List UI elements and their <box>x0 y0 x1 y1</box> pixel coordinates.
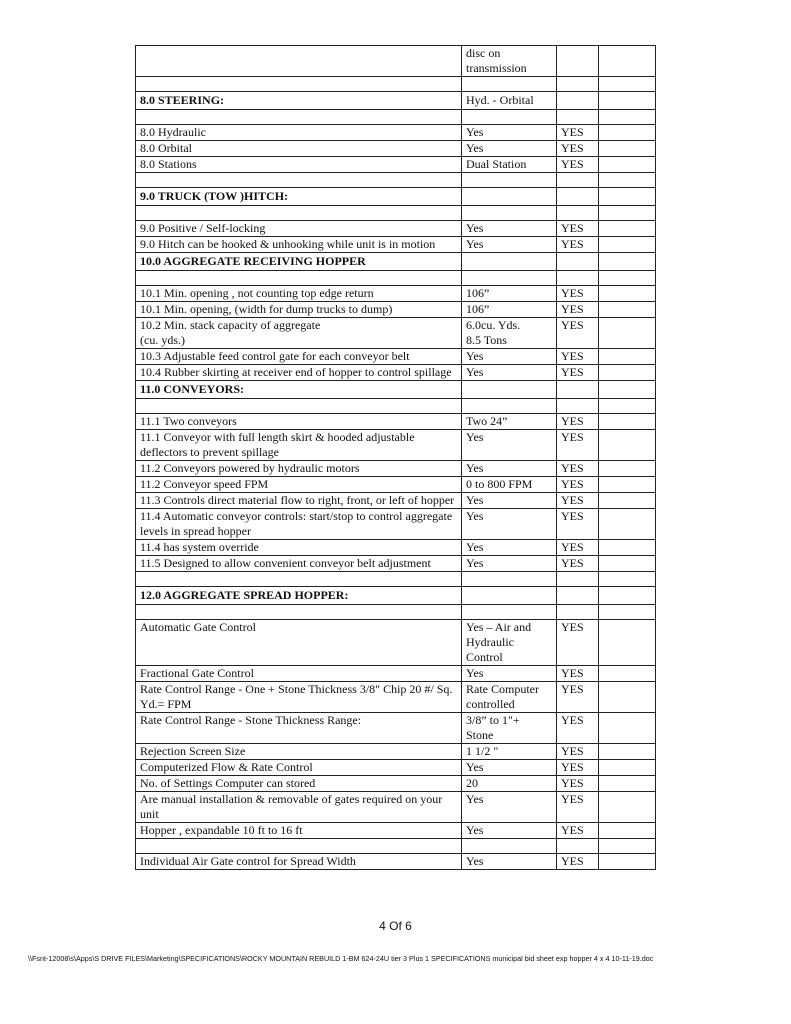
compliance-cell: YES <box>557 776 599 792</box>
spec-value-cell: Yes <box>462 509 557 540</box>
compliance-cell <box>557 46 599 77</box>
spacer-cell <box>462 173 557 188</box>
spec-row <box>136 556 656 572</box>
spacer-cell <box>462 572 557 587</box>
spec-item-cell: Rejection Screen Size <box>136 744 462 760</box>
spec-row <box>136 286 656 302</box>
page-number: 4 Of 6 <box>379 919 412 933</box>
spec-row <box>136 620 656 666</box>
spec-row <box>136 682 656 713</box>
compliance-cell: YES <box>557 540 599 556</box>
spec-value-cell: 0 to 800 FPM <box>462 477 557 493</box>
spec-item-cell: 9.0 Positive / Self-locking <box>136 221 462 237</box>
remarks-cell <box>599 744 656 760</box>
remarks-cell <box>599 92 656 110</box>
remarks-cell <box>599 302 656 318</box>
spacer-cell <box>599 839 656 854</box>
spacer-cell <box>557 110 599 125</box>
remarks-cell <box>599 46 656 77</box>
spacer-cell <box>557 173 599 188</box>
compliance-cell: YES <box>557 666 599 682</box>
compliance-cell: YES <box>557 823 599 839</box>
compliance-cell: YES <box>557 792 599 823</box>
spec-row <box>136 493 656 509</box>
spec-item-cell: 11.2 Conveyors powered by hydraulic motors <box>136 461 462 477</box>
spec-row <box>136 666 656 682</box>
compliance-cell: YES <box>557 744 599 760</box>
compliance-cell: YES <box>557 760 599 776</box>
spec-value-cell: disc on transmission <box>462 46 557 77</box>
section-heading-row <box>136 253 656 271</box>
remarks-cell <box>599 509 656 540</box>
compliance-cell <box>557 587 599 605</box>
compliance-cell <box>557 188 599 206</box>
spacer-cell <box>557 572 599 587</box>
compliance-cell: YES <box>557 620 599 666</box>
remarks-cell <box>599 286 656 302</box>
spec-row <box>136 823 656 839</box>
footer-file-path: \\Fsnt-12008\s\Apps\S DRIVE FILES\Marketing\SPECIFICATIONS\ROCKY MOUNTAIN REBUILD 1-BM 624-24U tier 3 Plus 1 SPECIFICATIONS municipal bid sheet exp hopper 4 x 4 10-11-19.doc <box>28 954 654 963</box>
section-heading: 12.0 AGGREGATE SPREAD HOPPER: <box>136 587 462 605</box>
spec-row <box>136 141 656 157</box>
spec-item-cell: 9.0 Hitch can be hooked & unhooking while unit is in motion <box>136 237 462 253</box>
spec-value-cell: Yes <box>462 666 557 682</box>
spec-value-cell: Yes <box>462 854 557 870</box>
spec-value-cell: 6.0cu. Yds. 8.5 Tons <box>462 318 557 349</box>
spec-value-cell: 3/8” to 1"+ Stone <box>462 713 557 744</box>
spacer-cell <box>136 572 462 587</box>
spacer-cell <box>136 77 462 92</box>
section-heading: 11.0 CONVEYORS: <box>136 381 462 399</box>
spec-row <box>136 776 656 792</box>
spec-item-cell: 10.2 Min. stack capacity of aggregate (cu. yds.) <box>136 318 462 349</box>
spec-item-cell: 11.5 Designed to allow convenient conveyor belt adjustment <box>136 556 462 572</box>
spec-row <box>136 540 656 556</box>
compliance-cell: YES <box>557 854 599 870</box>
remarks-cell <box>599 237 656 253</box>
compliance-cell: YES <box>557 286 599 302</box>
spacer-row <box>136 271 656 286</box>
spacer-cell <box>599 173 656 188</box>
section-heading: 8.0 STEERING: <box>136 92 462 110</box>
spec-value-cell: Yes <box>462 365 557 381</box>
spec-row <box>136 318 656 349</box>
spec-value-cell: Yes <box>462 125 557 141</box>
spec-value-cell: Rate Computer controlled <box>462 682 557 713</box>
spec-value-cell <box>462 188 557 206</box>
spec-row <box>136 365 656 381</box>
spacer-cell <box>599 399 656 414</box>
spec-row <box>136 477 656 493</box>
remarks-cell <box>599 253 656 271</box>
remarks-cell <box>599 556 656 572</box>
spec-item-cell: 8.0 Hydraulic <box>136 125 462 141</box>
spec-value-cell <box>462 253 557 271</box>
spec-value-cell: Yes – Air and Hydraulic Control <box>462 620 557 666</box>
spacer-cell <box>462 271 557 286</box>
spec-value-cell: 1 1/2 " <box>462 744 557 760</box>
spacer-cell <box>599 271 656 286</box>
spacer-row <box>136 399 656 414</box>
spec-value-cell <box>462 587 557 605</box>
section-heading: 9.0 TRUCK (TOW )HITCH: <box>136 188 462 206</box>
remarks-cell <box>599 587 656 605</box>
spacer-cell <box>599 110 656 125</box>
spacer-cell <box>136 605 462 620</box>
spacer-row <box>136 572 656 587</box>
remarks-cell <box>599 141 656 157</box>
compliance-cell: YES <box>557 493 599 509</box>
remarks-cell <box>599 414 656 430</box>
remarks-cell <box>599 682 656 713</box>
spec-value-cell: Yes <box>462 760 557 776</box>
spec-value-cell: Yes <box>462 792 557 823</box>
compliance-cell: YES <box>557 430 599 461</box>
remarks-cell <box>599 157 656 173</box>
compliance-cell: YES <box>557 237 599 253</box>
spec-value-cell: 106” <box>462 302 557 318</box>
remarks-cell <box>599 620 656 666</box>
remarks-cell <box>599 430 656 461</box>
spec-item-cell: 10.4 Rubber skirting at receiver end of hopper to control spillage <box>136 365 462 381</box>
remarks-cell <box>599 493 656 509</box>
spec-value-cell: 20 <box>462 776 557 792</box>
spec-item-cell: Rate Control Range - Stone Thickness Range: <box>136 713 462 744</box>
spec-value-cell: Yes <box>462 430 557 461</box>
remarks-cell <box>599 854 656 870</box>
spec-value-cell: Yes <box>462 461 557 477</box>
remarks-cell <box>599 461 656 477</box>
spacer-cell <box>557 839 599 854</box>
spec-item-cell: 8.0 Stations <box>136 157 462 173</box>
compliance-cell: YES <box>557 302 599 318</box>
remarks-cell <box>599 477 656 493</box>
spacer-cell <box>136 839 462 854</box>
spacer-row <box>136 605 656 620</box>
spec-item-cell: Computerized Flow & Rate Control <box>136 760 462 776</box>
spec-row <box>136 430 656 461</box>
spec-item-cell: 10.1 Min. opening, (width for dump trucks to dump) <box>136 302 462 318</box>
spacer-cell <box>136 206 462 221</box>
spec-row <box>136 744 656 760</box>
section-heading-row <box>136 92 656 110</box>
spacer-row <box>136 110 656 125</box>
remarks-cell <box>599 540 656 556</box>
spec-value-cell: 106” <box>462 286 557 302</box>
spec-table-body <box>136 46 656 870</box>
remarks-cell <box>599 221 656 237</box>
spacer-cell <box>462 839 557 854</box>
compliance-cell: YES <box>557 477 599 493</box>
spec-row <box>136 760 656 776</box>
spec-value-cell: Yes <box>462 823 557 839</box>
compliance-cell: YES <box>557 713 599 744</box>
spec-row <box>136 237 656 253</box>
spec-value-cell: Yes <box>462 493 557 509</box>
spacer-cell <box>136 271 462 286</box>
spec-value-cell: Yes <box>462 556 557 572</box>
spacer-cell <box>136 399 462 414</box>
remarks-cell <box>599 776 656 792</box>
spec-item-cell: 10.3 Adjustable feed control gate for each conveyor belt <box>136 349 462 365</box>
spacer-cell <box>136 173 462 188</box>
remarks-cell <box>599 365 656 381</box>
remarks-cell <box>599 125 656 141</box>
compliance-cell: YES <box>557 556 599 572</box>
spacer-cell <box>599 206 656 221</box>
spec-row <box>136 854 656 870</box>
spec-row <box>136 414 656 430</box>
spacer-row <box>136 206 656 221</box>
compliance-cell: YES <box>557 509 599 540</box>
section-heading: 10.0 AGGREGATE RECEIVING HOPPER <box>136 253 462 271</box>
spec-value-cell: Dual Station <box>462 157 557 173</box>
compliance-cell: YES <box>557 141 599 157</box>
remarks-cell <box>599 760 656 776</box>
spec-item-cell: Are manual installation & removable of gates required on your unit <box>136 792 462 823</box>
spec-item-cell: 11.1 Two conveyors <box>136 414 462 430</box>
spacer-cell <box>557 605 599 620</box>
spec-item-cell: No. of Settings Computer can stored <box>136 776 462 792</box>
spec-item-cell: 8.0 Orbital <box>136 141 462 157</box>
spec-row <box>136 713 656 744</box>
spec-row <box>136 221 656 237</box>
spec-table <box>135 45 656 870</box>
spec-value-cell: Two 24” <box>462 414 557 430</box>
spec-item-cell: Automatic Gate Control <box>136 620 462 666</box>
spacer-row <box>136 839 656 854</box>
spacer-row <box>136 173 656 188</box>
spacer-cell <box>557 399 599 414</box>
spec-item-cell: 11.4 Automatic conveyor controls: start/stop to control aggregate levels in spread hopper <box>136 509 462 540</box>
spec-item-cell: 11.3 Controls direct material flow to right, front, or left of hopper <box>136 493 462 509</box>
spacer-row <box>136 77 656 92</box>
compliance-cell: YES <box>557 414 599 430</box>
spec-item-cell: Rate Control Range - One + Stone Thickness 3/8" Chip 20 #/ Sq. Yd.= FPM <box>136 682 462 713</box>
remarks-cell <box>599 713 656 744</box>
spec-item-cell: 11.4 has system override <box>136 540 462 556</box>
spec-value-cell: Yes <box>462 221 557 237</box>
spacer-cell <box>599 77 656 92</box>
compliance-cell: YES <box>557 349 599 365</box>
compliance-cell: YES <box>557 461 599 477</box>
remarks-cell <box>599 188 656 206</box>
spec-value-cell: Yes <box>462 349 557 365</box>
spacer-cell <box>557 271 599 286</box>
spec-row <box>136 509 656 540</box>
spec-row <box>136 157 656 173</box>
spec-row <box>136 125 656 141</box>
spec-item-cell: Fractional Gate Control <box>136 666 462 682</box>
spec-row <box>136 302 656 318</box>
spec-item-cell: 10.1 Min. opening , not counting top edge return <box>136 286 462 302</box>
remarks-cell <box>599 349 656 365</box>
spacer-cell <box>599 605 656 620</box>
spacer-cell <box>462 605 557 620</box>
spec-item-cell: 11.2 Conveyor speed FPM <box>136 477 462 493</box>
spec-item-cell: Individual Air Gate control for Spread Width <box>136 854 462 870</box>
compliance-cell <box>557 381 599 399</box>
remarks-cell <box>599 792 656 823</box>
remarks-cell <box>599 823 656 839</box>
section-heading-row <box>136 587 656 605</box>
remarks-cell <box>599 381 656 399</box>
spec-value-cell: Hyd. - Orbital <box>462 92 557 110</box>
spacer-cell <box>462 206 557 221</box>
spec-value-cell <box>462 381 557 399</box>
compliance-cell <box>557 92 599 110</box>
spec-value-cell: Yes <box>462 141 557 157</box>
compliance-cell: YES <box>557 157 599 173</box>
spacer-cell <box>599 572 656 587</box>
spec-value-cell: Yes <box>462 540 557 556</box>
remarks-cell <box>599 666 656 682</box>
compliance-cell: YES <box>557 221 599 237</box>
spec-row <box>136 792 656 823</box>
section-heading-row <box>136 381 656 399</box>
spacer-cell <box>462 399 557 414</box>
spacer-cell <box>462 110 557 125</box>
spacer-cell <box>557 77 599 92</box>
compliance-cell: YES <box>557 318 599 349</box>
spec-item-cell: Hopper , expandable 10 ft to 16 ft <box>136 823 462 839</box>
remarks-cell <box>599 318 656 349</box>
spacer-cell <box>557 206 599 221</box>
compliance-cell: YES <box>557 125 599 141</box>
compliance-cell: YES <box>557 682 599 713</box>
section-heading-row <box>136 188 656 206</box>
spec-row <box>136 461 656 477</box>
spec-item-cell: 11.1 Conveyor with full length skirt & hooded adjustable deflectors to prevent spillage <box>136 430 462 461</box>
spec-item-cell <box>136 46 462 77</box>
compliance-cell: YES <box>557 365 599 381</box>
spec-row <box>136 46 656 77</box>
spec-value-cell: Yes <box>462 237 557 253</box>
spec-row <box>136 349 656 365</box>
spacer-cell <box>462 77 557 92</box>
spacer-cell <box>136 110 462 125</box>
compliance-cell <box>557 253 599 271</box>
